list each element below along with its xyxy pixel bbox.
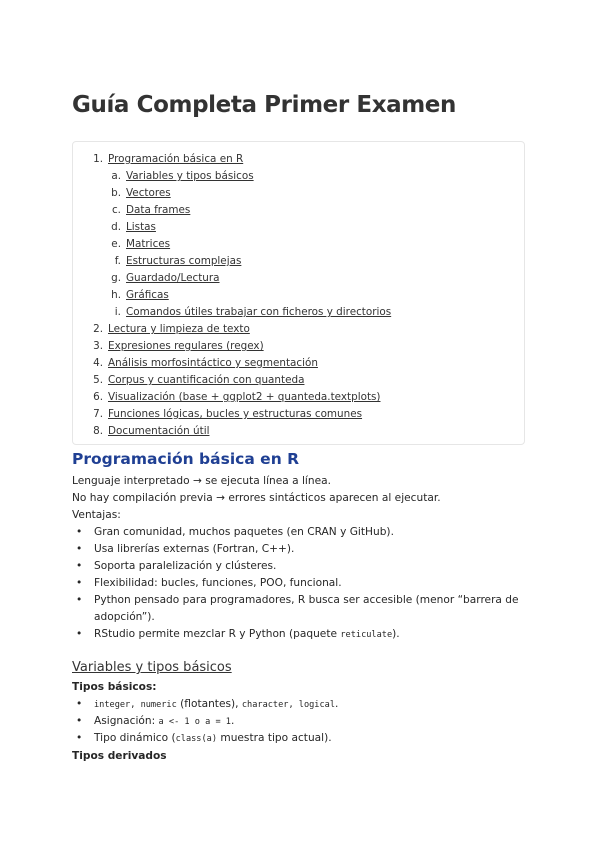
list-item-text: Gran comunidad, muchos paquetes (en CRAN y GitHub). <box>94 526 394 538</box>
bullet-icon: • <box>76 526 83 538</box>
toc-item-number: c. <box>111 204 121 216</box>
list-item-text-part: Asignación: <box>94 715 159 727</box>
toc-link[interactable]: Programación básica en R <box>108 153 244 165</box>
toc-item-number: 7. <box>93 408 103 420</box>
toc-link[interactable]: Gráficas <box>126 289 169 301</box>
toc-item-number: 1. <box>93 153 103 165</box>
toc-link[interactable]: Expresiones regulares (regex) <box>108 340 264 352</box>
toc-link[interactable]: Vectores <box>126 187 171 199</box>
toc-link[interactable]: Visualización (base + ggplot2 + quanteda.textplots) <box>108 391 381 403</box>
page-title: Guía Completa Primer Examen <box>72 92 456 118</box>
toc-link[interactable]: Data frames <box>126 204 191 216</box>
list-item-text: adopción”). <box>94 611 155 623</box>
list-item-text: Usa librerías externas (Fortran, C++). <box>94 543 295 555</box>
list-item-text-part: . <box>230 715 235 727</box>
toc-link[interactable]: Estructuras complejas <box>126 255 242 267</box>
list-item-text <box>94 730 332 747</box>
toc-item-number: i. <box>114 306 121 318</box>
paragraph: No hay compilación previa → errores sintácticos aparecen al ejecutar. <box>72 492 441 504</box>
toc-link[interactable]: Lectura y limpieza de texto <box>108 323 250 335</box>
toc-item-number: 6. <box>93 391 103 403</box>
bullet-icon: • <box>76 715 83 727</box>
subheading-label: Tipos básicos: <box>72 681 157 693</box>
bullet-icon: • <box>76 698 83 710</box>
inline-code: reticulate <box>340 630 393 640</box>
list-item-text-part: muestra tipo actual). <box>217 732 332 744</box>
inline-code: class(a) <box>175 734 218 744</box>
list-item-text-part: Tipo dinámico ( <box>94 732 176 744</box>
bullet-icon: • <box>76 577 83 589</box>
toc-item-number: d. <box>111 221 121 233</box>
toc-item-number: 5. <box>93 374 103 386</box>
toc-link[interactable]: Corpus y cuantificación con quanteda <box>108 374 305 386</box>
toc-item-number: a. <box>111 170 121 182</box>
toc-link[interactable]: Listas <box>126 221 156 233</box>
inline-code: a <- 1 o a = 1 <box>158 717 231 727</box>
toc-link[interactable]: Comandos útiles trabajar con ficheros y directorios <box>126 306 392 318</box>
toc-link[interactable]: Variables y tipos básicos <box>126 170 254 182</box>
list-item-text <box>94 696 338 713</box>
toc-item-number: 2. <box>93 323 103 335</box>
toc-link[interactable]: Matrices <box>126 238 171 250</box>
list-item-text-part: RStudio permite mezclar R y Python (paquete <box>94 628 341 640</box>
bullet-icon: • <box>76 628 83 640</box>
list-item-text-part: (flotantes), <box>176 698 242 710</box>
toc-item-number: g. <box>111 272 121 284</box>
toc-link[interactable]: Documentación útil <box>108 425 210 437</box>
subsection-heading: Variables y tipos básicos <box>72 660 232 675</box>
toc-link[interactable]: Análisis morfosintáctico y segmentación <box>108 357 318 369</box>
section-heading: Programación básica en R <box>72 450 300 468</box>
bullet-icon: • <box>76 560 83 572</box>
toc-item-number: e. <box>111 238 121 250</box>
list-item-text: Soporta paralelización y clústeres. <box>94 560 277 572</box>
list-item-text-part: . <box>335 698 339 710</box>
toc-item-number: 3. <box>93 340 103 352</box>
toc-item-number: 4. <box>93 357 103 369</box>
inline-code: character, logical <box>241 700 336 710</box>
toc-item-number: f. <box>114 255 121 267</box>
paragraph: Lenguaje interpretado → se ejecuta línea a línea. <box>72 475 331 487</box>
list-item-text <box>94 713 234 730</box>
bullet-icon: • <box>76 543 83 555</box>
toc-item-number: 8. <box>93 425 103 437</box>
toc-item-number: h. <box>111 289 121 301</box>
inline-code: integer, numeric <box>94 700 177 710</box>
subheading-label: Tipos derivados <box>72 750 167 762</box>
toc-link[interactable]: Funciones lógicas, bucles y estructuras comunes <box>108 408 363 420</box>
paragraph: Ventajas: <box>72 509 121 521</box>
bullet-icon: • <box>76 594 83 606</box>
table-of-contents <box>72 141 525 445</box>
list-item-text-part: ). <box>392 628 400 640</box>
list-item-text <box>94 626 400 643</box>
toc-item-number: b. <box>111 187 121 199</box>
list-item-text: Python pensado para programadores, R busca ser accesible (menor “barrera de <box>94 594 519 606</box>
list-item-text: Flexibilidad: bucles, funciones, POO, funcional. <box>94 577 342 589</box>
bullet-icon: • <box>76 732 83 744</box>
toc-link[interactable]: Guardado/Lectura <box>126 272 220 284</box>
